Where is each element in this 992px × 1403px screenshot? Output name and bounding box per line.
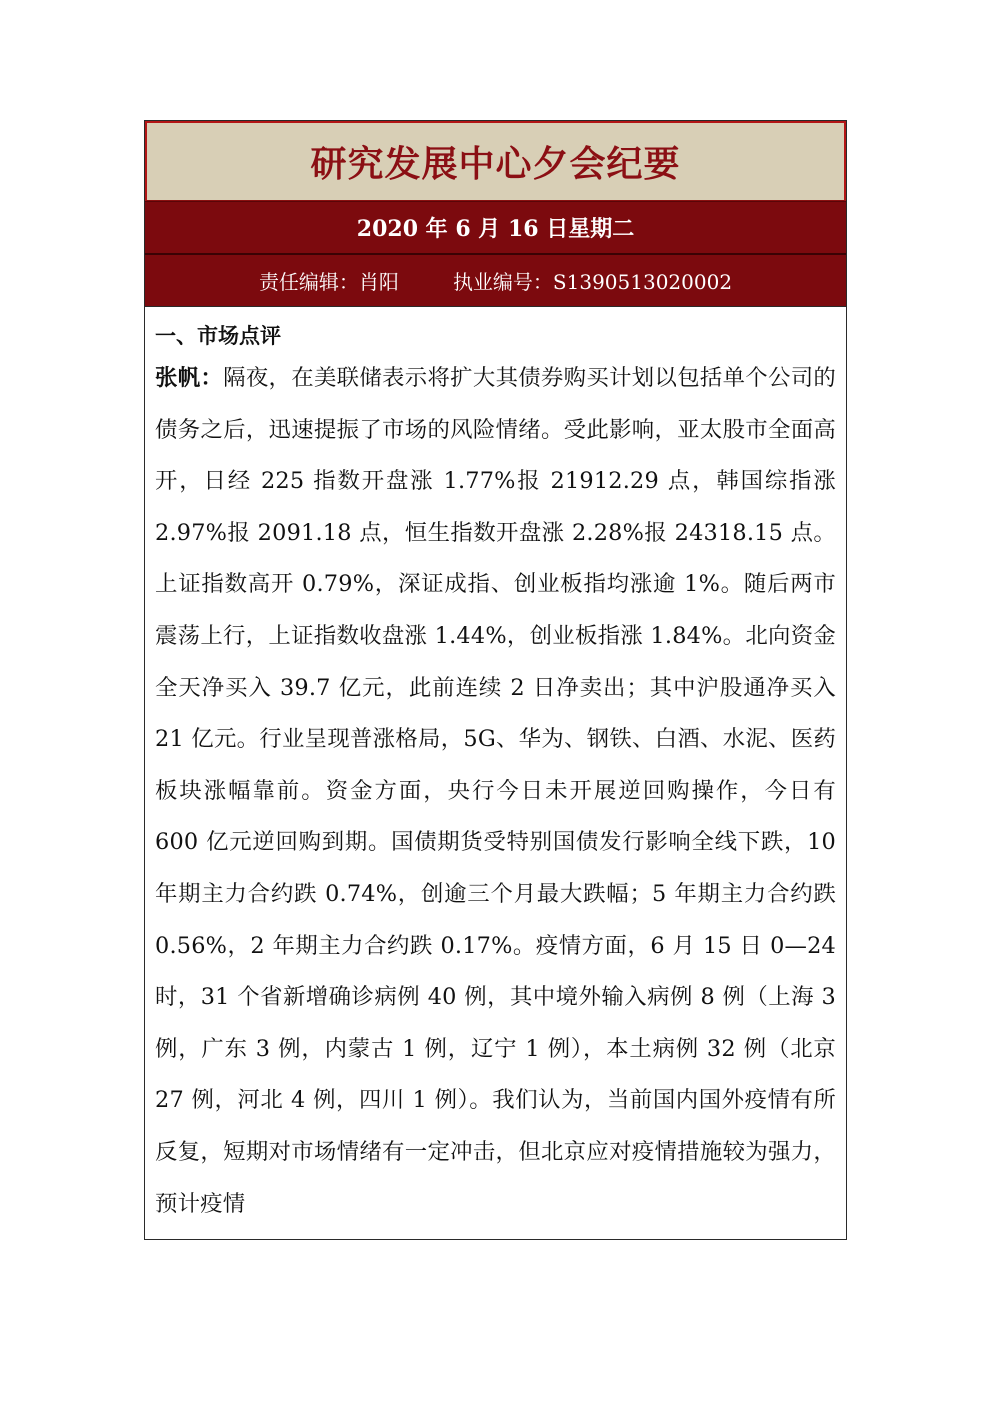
speaker-name: 张帆： <box>155 365 224 391</box>
license-number: 执业编号：S1390513020002 <box>452 270 733 294</box>
report-title: 研究发展中心夕会纪要 <box>310 144 681 185</box>
content-area <box>145 307 846 1230</box>
market-commentary <box>155 353 836 1230</box>
title-banner <box>145 121 846 201</box>
commentary-text: 隔夜，在美联储表示将扩大其债券购买计划以包括单个公司的债务之后，迅速提振了市场的风险情绪。受此影响，亚太股市全面高开，日经 225 指数开盘涨 1.77%报 21912.29 点，韩国综指涨 2.97%报 2091.18 点，恒生指数开盘涨 2.28%报 24318.15 点。上证指数高开 0.79%，深证成指、创业板指均涨逾 1%。随后两市震荡上行，上证指数收盘涨 1.44%，创业板指涨 1.84%。北向资金全天净买入 39.7 亿元，此前连续 2 日净卖出；其中沪股通净买入 21 亿元。行业呈现普涨格局，5G、华为、钢铁、白酒、水泥、医药板块涨幅靠前。资金方面，央行今日未开展逆回购操作，今日有 600 亿元逆回购到期。国债期货受特别国债发行影响全线下跌，10 年期主力合约跌 0.74%，创逾三个月最大跌幅；5 年期主力合约跌 0.56%，2 年期主力合约跌 0.17%。疫情方面，6 月 15 日 0—24 时，31 个省新增确诊病例 40 例，其中境外输入病例 8 例（上海 3 例，广东 3 例，内蒙古 1 例，辽宁 1 例），本土病例 32 例（北京 27 例，河北 4 例，四川 1 例）。我们认为，当前国内国外疫情有所反复，短期对市场情绪有一定冲击，但北京应对疫情措施较为强力，预计疫情 <box>155 365 836 1217</box>
date-banner <box>145 201 846 255</box>
section-heading: 一、市场点评 <box>155 324 281 348</box>
report-date: 2020 年 6 月 16 日星期二 <box>356 216 635 242</box>
editor-banner <box>145 255 846 307</box>
report-sheet <box>144 120 847 1240</box>
editor-label: 责任编辑：肖阳 <box>258 270 399 294</box>
